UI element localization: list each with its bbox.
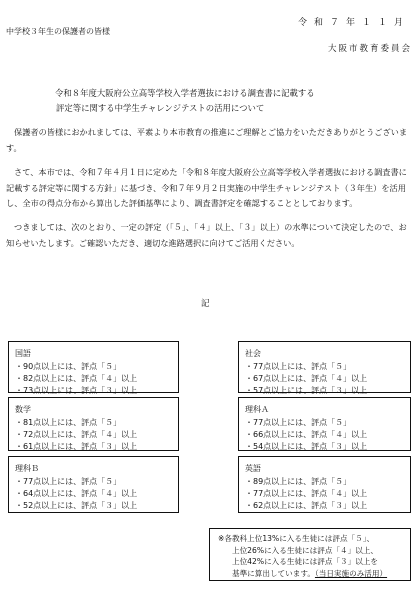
subject-box-sugaku [8, 397, 179, 451]
criteria-line: ・77点以上には、評点「４」以上 [245, 489, 368, 498]
subject-box-rika-a [238, 397, 411, 451]
criteria-line: ・72点以上には、評点「４」以上 [15, 430, 138, 439]
paragraph-greeting: 保護者の皆様におかれましては、平素より本市教育の推進にご理解とご協力をいただきありがとうございます。 [6, 127, 408, 153]
ki-marker: 記 [201, 299, 210, 309]
subject-box-shakai [238, 341, 411, 393]
criteria-line: ・61点以上には、評点「３」以上 [15, 442, 138, 451]
issuer: 大阪市教育委員会 [327, 44, 412, 54]
note-line-4-underlined: （当日実施のみ活用） [314, 568, 388, 578]
paragraph-announcement: つきましては、次のとおり、一定の評定（「５」、「４」以上、「３」以上）の水準について決定したので、お知らせいたします。ご確認いただき、適切な進路選択に向けてご活用ください。 [6, 222, 407, 248]
note-line-1: ※各教科上位13%に入る生徒には評点「５」、 [218, 534, 375, 543]
subject-box-eigo [238, 456, 411, 513]
criteria-line: ・89点以上には、評点「５」 [245, 477, 352, 486]
title-line-1: 令和８年度大阪府公立高等学校入学者選抜における調査書に記載する [55, 88, 315, 98]
addressee: 中学校３年生の保護者の皆様 [6, 27, 110, 36]
criteria-line: ・77点以上には、評点「５」 [15, 477, 122, 486]
subject-name: 社会 [245, 349, 261, 358]
criteria-line: ・64点以上には、評点「４」以上 [15, 489, 138, 498]
calculation-note [209, 528, 411, 581]
note-line-3: 上位42%に入る生徒には評点「３」以上を [232, 557, 378, 566]
notice-date: 令和７年１１月 [297, 18, 410, 28]
document-title [55, 86, 385, 116]
subject-name: 英語 [245, 464, 261, 473]
criteria-line: ・57点以上には、評点「３」以上 [245, 386, 368, 395]
subject-name: 数学 [15, 405, 31, 414]
criteria-line: ・90点以上には、評点「５」 [15, 362, 122, 371]
criteria-line: ・73点以上には、評点「３」以上 [15, 386, 138, 395]
subject-box-kokugo [8, 341, 179, 393]
criteria-line: ・67点以上には、評点「４」以上 [245, 374, 368, 383]
criteria-line: ・54点以上には、評点「３」以上 [245, 442, 368, 451]
title-line-2: 評定等に関する中学生チャレンジテストの活用について [56, 103, 265, 113]
subject-name: 国語 [15, 349, 31, 358]
criteria-line: ・66点以上には、評点「４」以上 [245, 430, 368, 439]
criteria-line: ・77点以上には、評点「５」 [245, 418, 352, 427]
subject-name: 理科Ａ [245, 405, 269, 414]
note-line-4 [218, 568, 406, 580]
criteria-line: ・77点以上には、評点「５」 [245, 362, 352, 371]
criteria-line: ・82点以上には、評点「４」以上 [15, 374, 138, 383]
criteria-line: ・81点以上には、評点「５」 [15, 418, 122, 427]
note-line-2: 上位26%に入る生徒には評点「４」以上、 [232, 545, 378, 555]
criteria-line: ・62点以上には、評点「３」以上 [245, 501, 368, 510]
subject-name: 理科Ｂ [15, 464, 39, 473]
criteria-line: ・52点以上には、評点「３」以上 [15, 501, 138, 510]
paragraph-policy: さて、本市では、令和７年４月１日に定めた「令和８年度大阪府公立高等学校入学者選抜における調査書に記載する評定等に関する方針」に基づき、令和７年９月２日実施の中学生チャレンジテスト（３年生）を活用し、全市の得点分布から算出した評価基準により、調査書評定を確認することとしております。 [6, 167, 407, 208]
subject-box-rika-b [8, 456, 179, 513]
note-line-4-text: 基準に算出しています。 [232, 568, 315, 578]
